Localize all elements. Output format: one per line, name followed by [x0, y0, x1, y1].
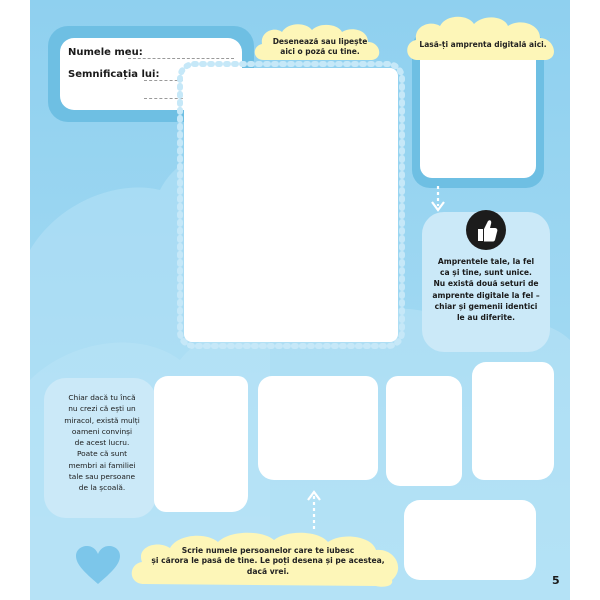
miracle-note-text — [52, 392, 152, 493]
people-prompt — [134, 546, 402, 577]
person-box-3[interactable] — [386, 376, 462, 486]
note-line: Poate că sunt — [76, 449, 128, 459]
person-box-4[interactable] — [472, 362, 554, 480]
person-box-5[interactable] — [404, 500, 536, 580]
note-line: Chiar dacă tu încă — [68, 393, 136, 402]
note-line: oameni convinși — [71, 426, 133, 436]
people-prompt-line-2: și cărora le pasă de tine. Le poți desena și pe acestea, — [151, 556, 385, 566]
person-box-2[interactable] — [258, 376, 378, 480]
person-box-1[interactable] — [154, 376, 248, 512]
info-line: le au diferite. — [456, 313, 516, 323]
info-line: chiar și gemenii identici — [434, 301, 538, 311]
info-line: amprente digitale la fel – — [432, 290, 540, 300]
fingerprint-prompt: Lasă-ți amprenta digitală aici. — [419, 40, 547, 49]
self-portrait-area[interactable] — [184, 68, 398, 342]
meaning-label: Semnificația lui: — [68, 69, 160, 80]
drawing-prompt-line-2: aici o poză cu tine. — [280, 46, 360, 56]
drawing-prompt-line-1: Desenează sau lipește — [272, 37, 368, 46]
heart-icon — [76, 546, 120, 586]
people-prompt-line-1: Scrie numele persoanelor care te iubesc — [181, 546, 355, 555]
workbook-page — [30, 0, 570, 600]
page-number: 5 — [552, 574, 560, 587]
drawing-prompt — [260, 37, 380, 57]
thumbs-up-icon — [466, 210, 506, 250]
note-line: membri ai familiei — [68, 460, 136, 470]
note-line: miracol, există mulți — [64, 415, 140, 425]
note-line: tale sau persoane — [68, 471, 136, 481]
note-line: de acest lucru. — [74, 438, 130, 447]
info-line: ca și tine, sunt unice. — [440, 268, 532, 278]
name-label: Numele meu: — [68, 47, 143, 58]
info-line: Amprentele tale, la fel — [437, 257, 535, 266]
info-line: Nu există două seturi de — [433, 279, 539, 289]
note-line: nu crezi că ești un — [68, 404, 136, 414]
fingerprint-info-text — [428, 256, 544, 323]
arrow-up-icon — [304, 488, 324, 532]
note-line: de la școală. — [78, 483, 126, 492]
people-prompt-line-3: dacă vrei. — [246, 566, 290, 576]
